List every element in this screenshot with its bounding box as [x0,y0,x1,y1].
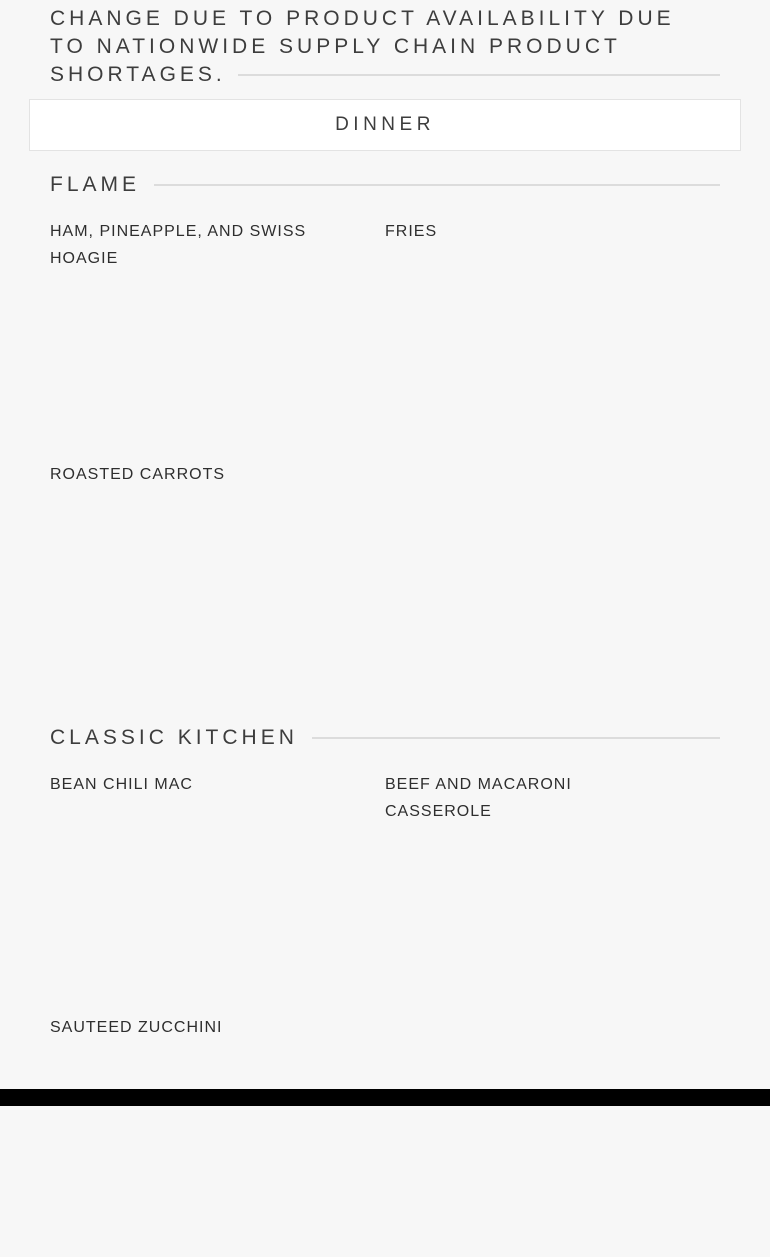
notice-line: CHANGE DUE TO PRODUCT AVAILABILITY DUE [50,7,675,30]
menu-item: BEAN CHILI MAC [50,776,193,793]
station-header [50,727,720,749]
station-header [50,174,720,196]
menu-item: HAM, PINEAPPLE, AND SWISS HOAGIE [50,223,307,267]
station-divider-line [312,737,720,739]
supply-chain-notice [0,0,770,89]
station-name: FLAME [50,173,141,196]
menu-item: BEEF AND MACARONI CASSEROLE [385,776,572,820]
station-name: CLASSIC KITCHEN [50,726,298,749]
menu-item: ROASTED CARROTS [50,466,226,483]
menu-grid [50,218,720,704]
station-divider-line [154,184,720,186]
notice-line: TO NATIONWIDE SUPPLY CHAIN PRODUCT [50,35,621,58]
meal-header-dinner[interactable]: DINNER [29,99,741,151]
menu-item: SAUTEED ZUCCHINI [50,1019,223,1036]
footer-bar [0,1089,770,1106]
station-flame [50,174,720,704]
station-classic-kitchen [50,727,720,1257]
notice-divider-line [238,74,720,76]
menu-grid [50,771,720,1257]
menu-item: FRIES [385,223,438,240]
notice-line: SHORTAGES. [50,63,226,86]
